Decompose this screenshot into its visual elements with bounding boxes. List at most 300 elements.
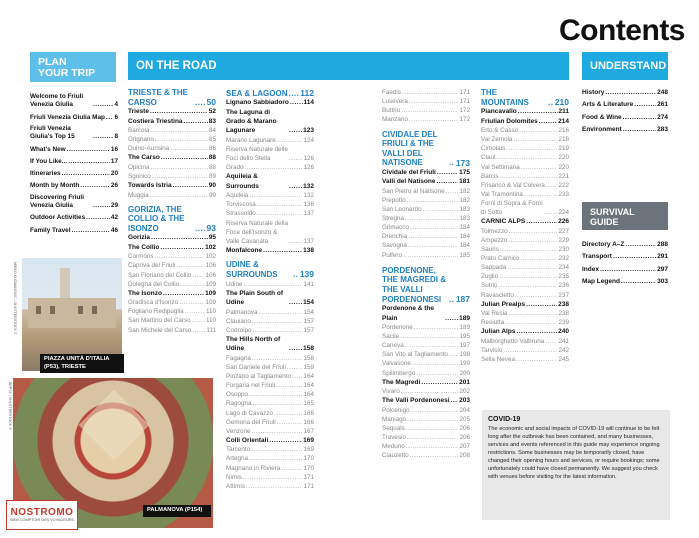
toc-entry[interactable] [30,93,118,110]
toc-entry[interactable] [226,136,314,145]
toc-entry-page: 223 [558,190,569,198]
toc-entry[interactable] [226,163,314,172]
toc-entry[interactable] [226,445,314,454]
toc-entry[interactable] [226,172,314,191]
toc-entry-title: San Vito al Tagliamento [382,351,448,359]
toc-entry[interactable] [382,223,470,232]
section-heading[interactable] [226,260,314,279]
toc-entry-page: 206 [459,424,470,432]
leader-dots [163,289,204,298]
covid-body: The economic and social impacts of COVID-19 will continue to be felt long after the outbreak has been contained, and many businesses, services and events referenced in this guide may experience ongoing restrictions. Some businesses may be temporarily closed, have changed their opening hours and services, or require bookings; some unfortunately could have closed permanently. We suggest you check with venues before visiting for the latest information. [488,426,660,480]
toc-entry-page: 206 [459,434,470,442]
toc-entry-page: 245 [558,356,569,364]
toc-entry[interactable] [481,227,569,236]
leader-dots [412,359,459,368]
toc-entry[interactable] [481,337,569,346]
toc-entry[interactable] [226,289,314,308]
toc-entry[interactable] [226,317,314,326]
toc-entry[interactable] [382,106,470,115]
toc-entry[interactable] [226,482,314,491]
leader-dots [150,126,208,135]
toc-entry-page: 181 [459,178,470,186]
toc-entry[interactable] [30,194,118,211]
toc-entry-title: Capriva del Friuli [128,262,176,270]
toc-entry[interactable] [30,125,118,142]
toc-entry-title: The Plain South of Udine [226,289,284,307]
toc-entry-title: Monfalcone [226,246,263,254]
toc-entry[interactable] [128,181,216,190]
toc-entry[interactable] [128,326,216,335]
toc-entry[interactable] [226,108,314,136]
toc-column-2 [226,88,314,491]
toc-entry[interactable] [382,424,470,433]
toc-entry-title: Pinzano al Tagliamento [226,373,291,381]
plan-your-trip-list [30,93,118,238]
toc-entry-page: 237 [558,291,569,299]
leader-dots [401,106,458,115]
leader-dots [405,341,459,350]
toc-entry-page: 157 [303,317,314,325]
toc-entry[interactable] [481,217,569,226]
toc-entry[interactable] [226,354,314,363]
toc-entry[interactable] [30,145,118,154]
toc-entry[interactable] [382,341,470,350]
toc-entry-title: Val Zemola [481,136,513,144]
toc-entry[interactable] [481,291,569,300]
toc-entry[interactable] [382,115,470,124]
toc-entry-title: Lago di Cavazzo [226,409,273,417]
toc-entry[interactable] [481,181,569,190]
toc-entry-page: 83 [208,117,216,125]
toc-entry-title: Attimis [226,482,245,490]
leader-dots [269,436,302,445]
toc-entry[interactable] [128,107,216,116]
toc-entry[interactable] [481,245,569,254]
toc-entry[interactable] [582,277,668,286]
toc-entry-title: Cividale del Friuli [382,168,436,176]
toc-entry-title: Meduno [382,443,405,451]
toc-entry[interactable] [128,191,216,200]
toc-entry[interactable] [382,378,470,387]
toc-entry-title: Buttrio [382,107,401,115]
toc-entry[interactable] [481,236,569,245]
leader-dots [408,232,458,241]
leader-dots [506,144,557,153]
toc-entry[interactable] [226,191,314,200]
toc-entry[interactable] [128,316,216,325]
leader-dots [257,200,303,209]
toc-entry-page: 218 [558,136,569,144]
leader-dots [445,314,458,323]
toc-entry-page: 17 [110,157,118,165]
leader-dots [277,418,303,427]
toc-entry-title: Fogliano Redipuglia [128,308,184,316]
toc-entry-page: 202 [459,388,470,396]
toc-entry[interactable] [128,163,216,172]
toc-entry-title: Tarvisio [481,346,503,354]
palazzo-facade [28,298,116,328]
leader-dots [155,252,205,261]
leader-dots [414,323,459,332]
section-heading[interactable] [382,266,470,304]
toc-entry[interactable] [128,298,216,307]
toc-entry[interactable] [226,335,314,354]
toc-entry-page: 137 [303,210,314,218]
toc-entry[interactable] [382,433,470,442]
toc-entry[interactable] [128,233,216,242]
toc-entry[interactable] [481,309,569,318]
leader-dots [161,153,208,162]
toc-entry[interactable] [382,304,470,323]
toc-entry-page: 184 [459,242,470,250]
toc-entry[interactable] [226,326,314,335]
leader-dots [409,97,459,106]
toc-entry-title: Transport [582,253,612,261]
leader-dots [152,172,208,181]
toc-entry[interactable] [382,177,470,186]
toc-entry[interactable] [226,381,314,390]
toc-entry-page: 123 [303,127,314,135]
leader-dots [521,254,558,263]
toc-entry-title: Maniago [382,415,407,423]
toc-entry[interactable] [226,246,314,255]
leader-dots [402,88,459,97]
toc-entry-page: 208 [459,452,470,460]
section-heading-title: PORDENONE, THE MAGREDI & THE VALLI PORDENONESI [382,265,446,304]
toc-entry[interactable] [481,199,569,217]
toc-entry[interactable] [30,226,118,235]
toc-entry-page: 111 [206,326,216,334]
photo1-credit: MIRKO KUZMANOVIC / SHUTTERSTOCK © [13,262,17,335]
toc-entry[interactable] [481,254,569,263]
toc-entry[interactable] [128,117,216,126]
toc-entry[interactable] [382,196,470,205]
toc-entry[interactable] [582,125,668,134]
toc-entry-page: 198 [459,351,470,359]
leader-dots [416,369,458,378]
toc-entry-title: Osoppo [226,391,249,399]
toc-entry[interactable] [226,308,314,317]
toc-entry-title: San Pietro al Natisone [382,187,445,195]
toc-entry-page: 172 [459,116,470,124]
toc-entry[interactable] [582,100,668,109]
section-heading-page: 93 [206,223,216,234]
toc-entry[interactable] [481,263,569,272]
toc-entry[interactable] [128,153,216,162]
toc-entry-title: Cormòns [128,253,154,261]
toc-entry[interactable] [382,442,470,451]
leader-dots [151,233,208,242]
toc-entry-page: 90 [208,191,216,199]
section-heading[interactable] [382,130,470,168]
toc-entry[interactable] [226,418,314,427]
toc-entry[interactable] [382,232,470,241]
toc-entry-page: 235 [558,273,569,281]
toc-entry[interactable] [226,209,314,218]
leader-dots [274,409,303,418]
toc-entry-page: 184 [459,233,470,241]
toc-entry-page: 182 [459,196,470,204]
toc-entry-title: The Laguna di Grado & Marano Lagunare [226,108,277,135]
leader-dots [289,344,302,353]
toc-entry-page: 199 [459,360,470,368]
toc-entry-page: 158 [303,354,314,362]
toc-entry[interactable] [226,399,314,408]
toc-entry[interactable] [382,187,470,196]
understand-list [582,88,668,138]
toc-entry-title: Venzone [226,427,251,435]
toc-entry[interactable] [481,153,569,162]
toc-entry-title: Sequals [382,424,405,432]
toc-entry[interactable] [582,265,668,274]
toc-entry[interactable] [481,346,569,355]
toc-entry-title: Ampezzo [481,236,508,244]
toc-entry[interactable] [382,323,470,332]
leader-dots [289,126,302,135]
toc-entry[interactable] [382,97,470,106]
toc-entry[interactable] [226,200,314,209]
toc-entry[interactable] [382,359,470,368]
toc-entry-title: Val Resia [481,310,508,318]
toc-entry-title: Spilimbergo [382,369,416,377]
toc-entry[interactable] [582,113,668,122]
toc-entry[interactable] [382,88,470,97]
toc-entry-page: 240 [558,328,569,336]
toc-entry[interactable] [481,107,569,116]
leader-dots [192,316,205,325]
toc-entry-title: Gradisca d'Isonzo [128,299,179,307]
leader-dots [500,245,558,254]
toc-entry[interactable] [481,172,569,181]
leader-dots [180,280,204,289]
toc-entry[interactable] [226,280,314,289]
toc-entry[interactable] [382,451,470,460]
toc-entry-title: Aquileia [226,192,249,200]
toc-entry[interactable] [481,135,569,144]
leader-dots [67,145,110,154]
leader-dots [519,126,557,135]
toc-entry[interactable] [226,363,314,372]
toc-entry-page: 141 [303,280,314,288]
leader-dots [173,181,208,190]
leader-dots [290,98,303,107]
leader-dots [252,354,303,363]
toc-entry[interactable] [382,387,470,396]
section-heading-title: GORIZIA, THE COLLIO & THE ISONZO [128,204,185,233]
toc-entry[interactable] [30,181,118,190]
toc-entry[interactable] [226,219,314,246]
leader-dots [288,89,299,99]
toc-entry-title: Sappada [481,264,507,272]
toc-entry-page: 229 [558,236,569,244]
leader-dots [93,132,113,141]
leader-dots [287,363,303,372]
leader-dots [508,236,557,245]
leader-dots [86,213,110,222]
leader-dots [605,88,656,97]
toc-entry-title: Outdoor Activities [30,214,86,222]
toc-entry-title: Tarcento [226,446,251,454]
toc-entry-title: Torviscosa [226,201,256,209]
section-heading[interactable] [128,205,216,234]
toc-entry-title: Val Settimana [481,163,520,171]
leader-dots [155,135,208,144]
toc-entry-title: Julian Prealps [481,300,526,308]
toc-entry[interactable] [226,372,314,381]
leader-dots [505,318,557,327]
toc-entry[interactable] [582,240,668,249]
logo-name: NOSTROMO [10,507,74,518]
toc-entry-title: Frisanco & Val Colvera [481,181,545,189]
toc-entry-page: 261 [657,101,668,109]
toc-entry[interactable] [382,350,470,359]
toc-entry[interactable] [128,243,216,252]
toc-entry[interactable] [226,390,314,399]
toc-entry-title: Sutrio [481,282,498,290]
toc-entry[interactable] [382,205,470,214]
toc-entry[interactable] [382,406,470,415]
toc-entry[interactable] [481,355,569,364]
toc-entry[interactable] [128,135,216,144]
toc-entry-page: 26 [110,182,118,190]
toc-column-3 [382,88,470,460]
toc-entry[interactable] [481,144,569,153]
toc-entry[interactable] [382,168,470,177]
toc-entry[interactable] [481,272,569,281]
section-heading[interactable] [481,88,569,107]
toc-entry[interactable] [481,126,569,135]
toc-entry[interactable] [382,415,470,424]
leader-dots [500,172,558,181]
toc-entry[interactable] [382,369,470,378]
toc-entry[interactable] [481,281,569,290]
leader-dots [545,337,557,346]
toc-entry[interactable] [481,318,569,327]
toc-entry[interactable] [30,169,118,178]
section-heading-page: 210 [554,97,569,107]
toc-entry-page: 172 [459,107,470,115]
section-heading-page: 112 [300,88,314,98]
toc-entry-page: 297 [657,265,668,273]
toc-entry[interactable] [128,280,216,289]
toc-entry[interactable] [226,464,314,473]
section-on-the-road [128,52,569,80]
toc-entry[interactable] [382,241,470,250]
toc-entry[interactable] [481,163,569,172]
leader-dots [277,136,303,145]
leader-dots [451,396,459,405]
toc-entry[interactable] [128,307,216,316]
window [36,306,41,314]
toc-entry-title: Claut [481,154,496,162]
leader-dots [106,113,114,122]
leader-dots [150,163,208,172]
toc-entry-page: 90 [208,182,216,190]
toc-entry[interactable] [30,213,118,222]
leader-dots [292,372,302,381]
toc-entry-title: History [582,89,605,96]
toc-entry[interactable] [226,145,314,163]
toc-entry-page: 88 [208,154,216,162]
toc-entry[interactable] [382,251,470,260]
toc-entry[interactable] [128,126,216,135]
toc-entry-title: Pulfero [382,251,402,259]
toc-entry-page: 84 [208,127,216,135]
photo1-caption: PIAZZA UNITÀ D'ITALIA (P53), TRIESTE [40,354,124,373]
toc-entry[interactable] [226,409,314,418]
toc-entry[interactable] [128,289,216,298]
toc-entry[interactable] [30,113,118,122]
toc-entry-page: 126 [303,155,314,163]
leader-dots [93,100,113,109]
toc-entry[interactable] [382,214,470,223]
toc-entry-title: Savogna [382,242,407,250]
toc-entry[interactable] [226,427,314,436]
toc-entry-page: 46 [110,226,118,234]
toc-entry[interactable] [226,436,314,445]
toc-entry-title: Drenchia [382,233,408,241]
toc-entry[interactable] [128,172,216,181]
leader-dots [72,226,110,235]
toc-entry[interactable] [128,144,216,153]
toc-entry-page: 85 [208,136,216,144]
toc-entry-page: 171 [459,98,470,106]
toc-entry-title: Colli Orientali [226,436,269,444]
section-heading[interactable] [226,88,314,98]
toc-entry-title: Arts & Literature [582,101,634,109]
toc-entry[interactable] [582,88,668,97]
section-heading[interactable] [128,88,216,107]
toc-column-4 [481,88,569,364]
toc-entry[interactable] [481,327,569,336]
toc-entry[interactable] [382,332,470,341]
toc-entry[interactable] [582,252,668,261]
toc-entry-page: 154 [303,299,314,307]
toc-entry[interactable] [128,271,216,280]
toc-entry-title: Lignano Sabbiadoro [226,99,289,107]
toc-entry[interactable] [481,117,569,126]
toc-entry[interactable] [30,157,118,166]
toc-entry-page: 86 [208,145,216,153]
toc-entry[interactable] [481,300,569,309]
leader-dots [184,117,208,126]
toc-entry[interactable] [226,98,314,107]
star-fortress-shape [79,390,150,461]
toc-entry[interactable] [128,261,216,270]
toc-entry-page: 166 [303,418,314,426]
toc-entry[interactable] [128,252,216,261]
section-heading-title: UDINE & SURROUNDS [226,260,278,279]
leader-dots [406,424,459,433]
toc-entry-page: 291 [657,253,668,261]
toc-entry[interactable] [382,396,470,405]
toc-entry-page: 232 [558,255,569,263]
toc-entry-page: 303 [657,278,668,286]
toc-entry[interactable] [481,190,569,199]
toc-entry[interactable] [226,454,314,463]
toc-entry-page: 248 [657,89,668,96]
toc-entry-page: 157 [303,326,314,334]
toc-entry-page: 205 [459,415,470,423]
toc-entry[interactable] [226,473,314,482]
toc-entry-page: 126 [303,164,314,172]
toc-entry-page: 4 [114,101,118,109]
toc-entry-page: 88 [208,163,216,171]
leader-dots [400,332,458,341]
leader-dots [195,224,206,234]
toc-entry-page: 110 [205,308,216,316]
section-heading-page: 173 [455,157,470,168]
